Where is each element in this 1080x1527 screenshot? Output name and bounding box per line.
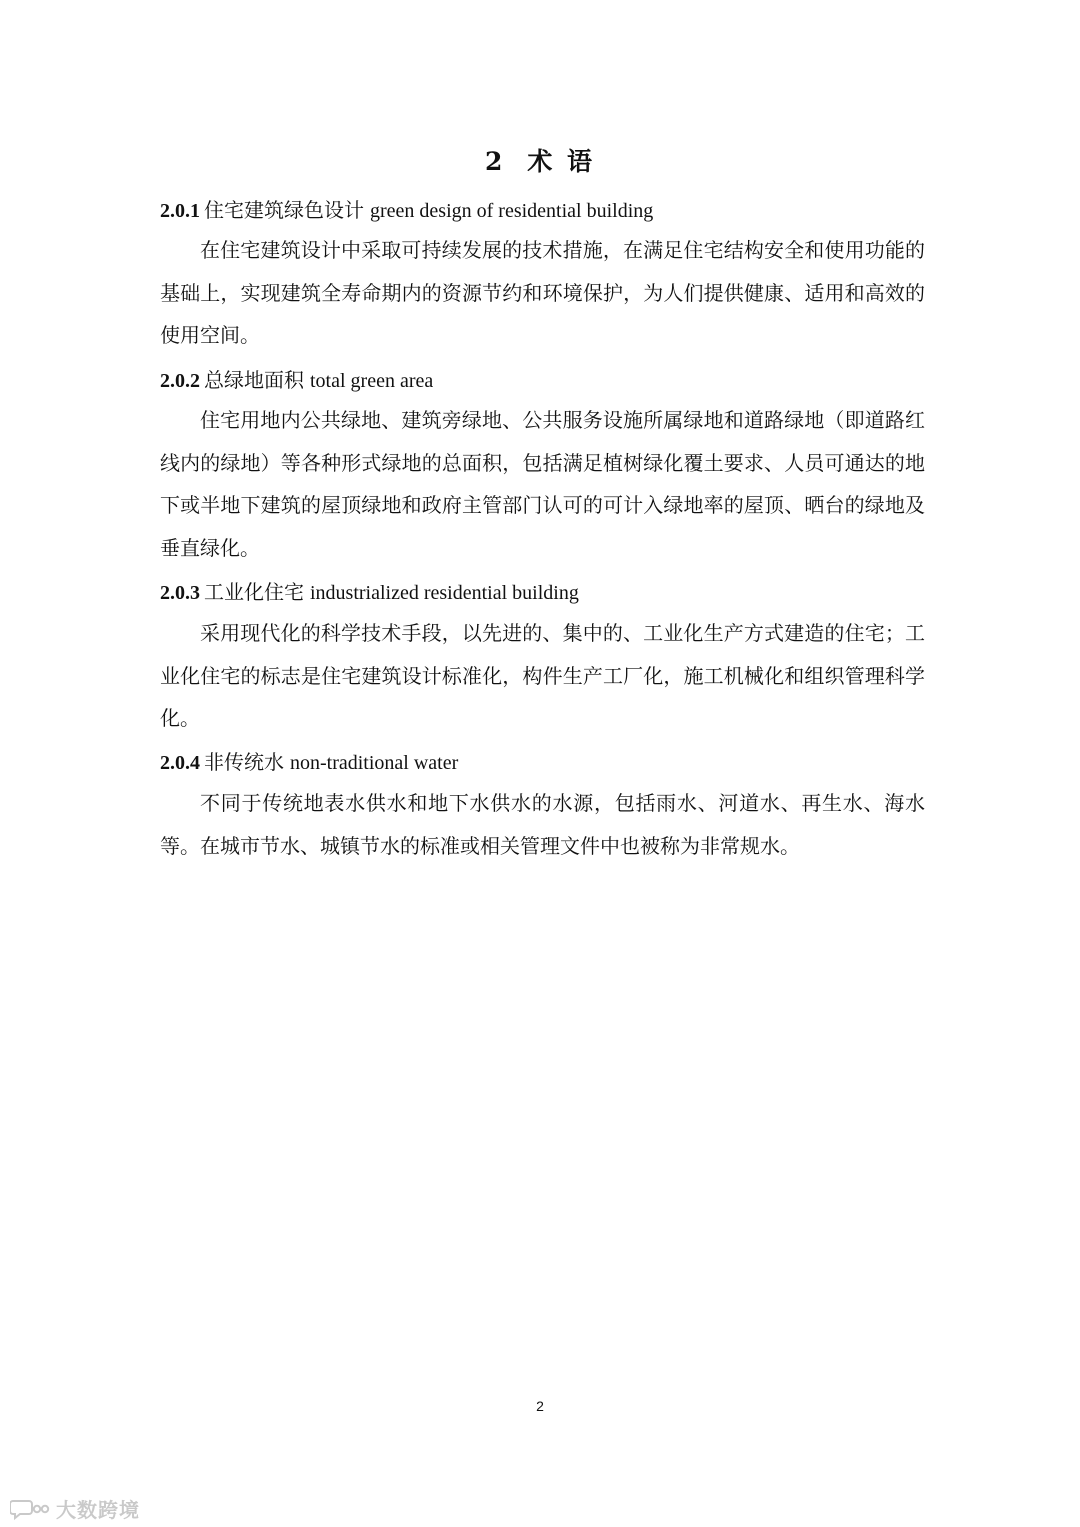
term-zh: 非传统水 [204, 750, 284, 774]
page-number: 2 [536, 1398, 544, 1414]
term-definition: 不同于传统地表水供水和地下水供水的水源，包括雨水、河道水、再生水、海水等。在城市节水、城镇节水的标准或相关管理文件中也被称为非常规水。 [160, 791, 925, 858]
term-definition: 住宅用地内公共绿地、建筑旁绿地、公共服务设施所属绿地和道路绿地（即道路红线内的绿地）等各种形式绿地的总面积，包括满足植树绿化覆土要求、人员可通达的地下或半地下建筑的屋顶绿地和政府主管部门认可的可计入绿地率的屋顶、晒台的绿地及垂直绿化。 [160, 408, 925, 560]
term-heading [160, 749, 458, 776]
term-heading [160, 367, 433, 394]
chapter-title [0, 142, 1080, 178]
term-en: green design of residential building [370, 200, 654, 222]
watermark [10, 1494, 140, 1523]
term-zh: 住宅建筑绿色设计 [204, 198, 364, 222]
term-number: 2.0.3 [160, 582, 200, 604]
chapter-number: 2 [484, 147, 506, 176]
term-definition: 采用现代化的科学技术手段，以先进的、集中的、工业化生产方式建造的住宅；工业化住宅的标志是住宅建筑设计标准化，构件生产工厂化，施工机械化和组织管理科学化。 [160, 621, 925, 730]
term-heading [160, 579, 579, 606]
term-en: industrialized residential building [310, 582, 579, 604]
chapter-name: 术 语 [527, 147, 596, 176]
watermark-text: 大数跨境 [56, 1498, 140, 1522]
term-en: non-traditional water [290, 752, 459, 774]
term-number: 2.0.2 [160, 370, 200, 392]
term-definition: 在住宅建筑设计中采取可持续发展的技术措施，在满足住宅结构安全和使用功能的基础上，实现建筑全寿命期内的资源节约和环境保护，为人们提供健康、适用和高效的使用空间。 [160, 238, 925, 347]
term-en: total green area [310, 370, 434, 392]
chat-bubble-icon [10, 1497, 50, 1521]
term-zh: 总绿地面积 [204, 368, 304, 392]
term-number: 2.0.1 [160, 200, 200, 222]
term-number: 2.0.4 [160, 752, 200, 774]
term-zh: 工业化住宅 [204, 580, 304, 604]
term-heading [160, 197, 653, 224]
